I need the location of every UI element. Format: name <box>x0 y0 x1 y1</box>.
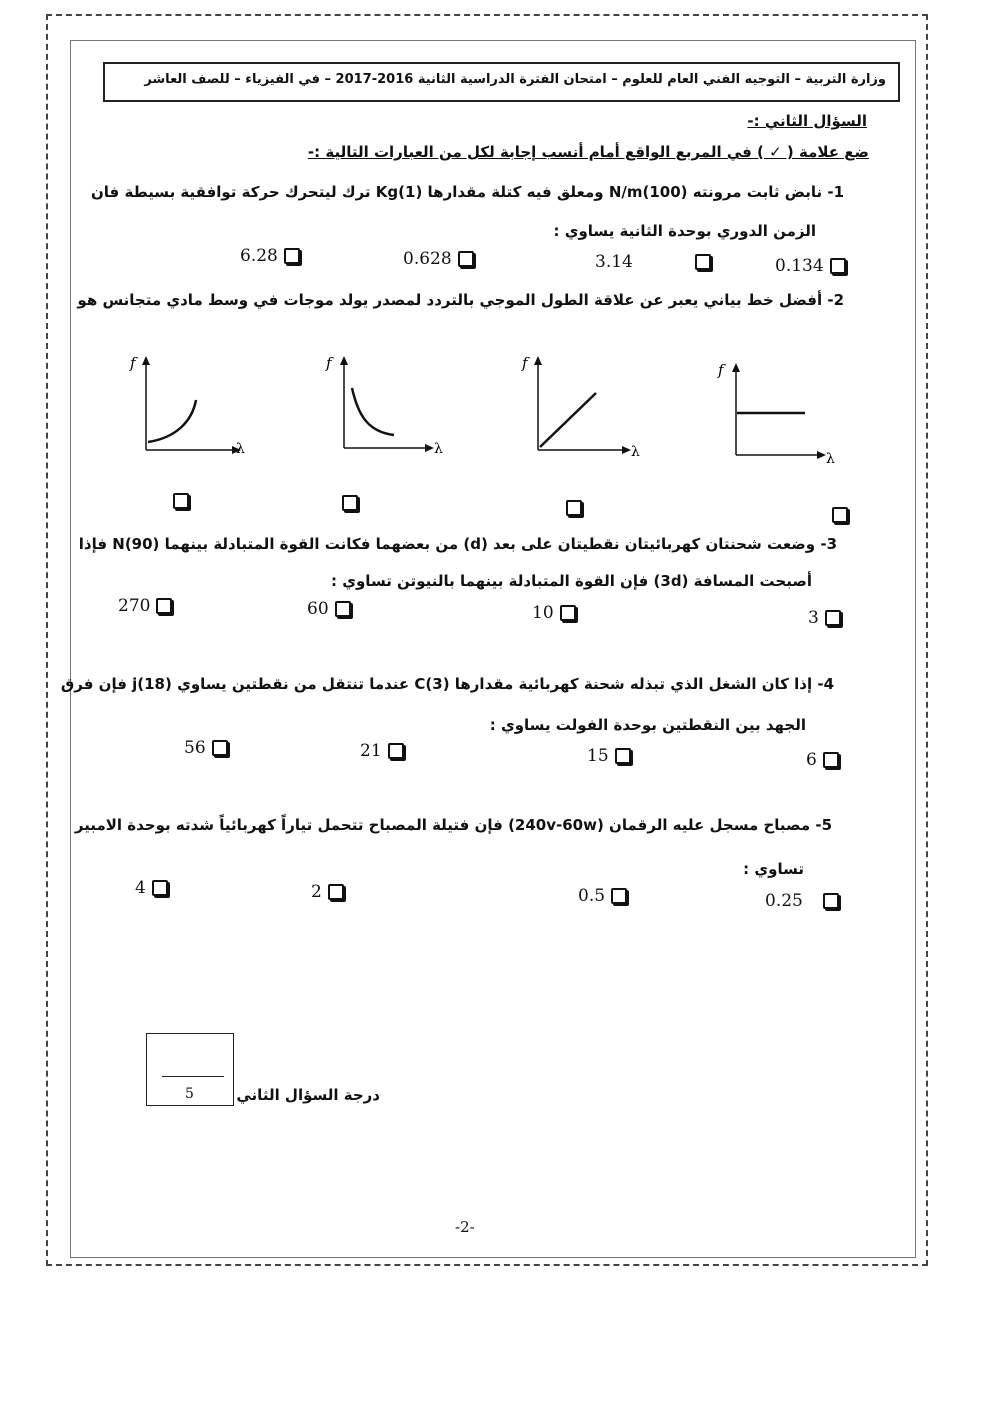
section-title: السؤال الثاني :- <box>747 112 867 130</box>
q1-option-b[interactable]: 0.628 <box>403 249 474 269</box>
q2-option-d-checkbox[interactable] <box>832 507 848 523</box>
q5-option-c[interactable]: 0.5 <box>578 886 627 906</box>
exam-header: وزارة التربية – التوجيه الفني العام للعلوم – امتحان الفترة الدراسية الثانية 2016-2017 – في الفيزياء – للصف العاشر <box>103 62 900 102</box>
checkbox[interactable] <box>328 884 344 900</box>
q2-option-a-checkbox[interactable] <box>173 493 189 509</box>
q1-option-a[interactable]: 6.28 <box>240 246 300 266</box>
checkbox[interactable] <box>830 258 846 274</box>
q5-option-b[interactable]: 2 <box>311 882 344 902</box>
checkbox[interactable] <box>335 601 351 617</box>
x-axis-label: λ <box>631 444 640 460</box>
grade-value: 5 <box>185 1086 194 1102</box>
question-5-text: 5- مصباح مسجل عليه الرقمان (240v-60w) فإن فتيلة المصباح تتحمل تياراً كهربائياً شدته بوحدة الامبير <box>74 816 832 834</box>
checkbox[interactable] <box>560 605 576 621</box>
question-4-text-line2: الجهد بين النقطتين بوحدة الفولت يساوي : <box>489 716 806 734</box>
q4-option-d[interactable]: 6 <box>806 750 839 770</box>
question-3-text: 3- وضعت شحنتان كهربائيتان نقطيتان على بعد (d) من بعضهما فكانت القوة المتبادلة بينهما N(90) فإذا <box>78 535 837 553</box>
question-3-text-line2: أصبحت المسافة (3d) فإن القوة المتبادلة بينهما بالنيوتن تساوي : <box>331 572 812 590</box>
graph-increasing-curve <box>120 350 250 465</box>
checkbox[interactable] <box>823 893 839 909</box>
q4-option-c[interactable]: 15 <box>587 746 631 766</box>
instruction: ضع علامة ( ✓ ) في المربع الواقع أمام أنسب إجابة لكل من العبارات التالية :- <box>307 143 869 161</box>
q1-option-c[interactable]: 3.14 <box>595 252 711 272</box>
y-axis-label: f <box>326 354 332 372</box>
q2-option-c-checkbox[interactable] <box>566 500 582 516</box>
checkbox[interactable] <box>284 248 300 264</box>
x-axis-label: λ <box>826 451 835 467</box>
question-2-text: 2- أفضل خط بياني يعبر عن علاقة الطول الموجي بالتردد لمصدر يولد موجات في وسط مادي متجانس هو <box>77 291 844 309</box>
checkbox[interactable] <box>615 748 631 764</box>
q3-option-a[interactable]: 270 <box>118 596 172 616</box>
page-number: -2- <box>455 1218 475 1236</box>
graph-horizontal-line <box>710 355 845 470</box>
q4-option-b[interactable]: 21 <box>360 741 404 761</box>
q3-option-b[interactable]: 60 <box>307 599 351 619</box>
checkbox[interactable] <box>388 743 404 759</box>
q5-option-a[interactable]: 4 <box>135 878 168 898</box>
q2-option-b-checkbox[interactable] <box>342 495 358 511</box>
grade-divider <box>162 1076 224 1077</box>
checkbox[interactable] <box>611 888 627 904</box>
question-4-text: 4- إذا كان الشغل الذي تبذله شحنة كهربائية مقدارها C(3) عندما تنتقل من نقطتين يساوي j(18) فإن فرق <box>60 675 834 693</box>
question-5-text-line2: تساوي : <box>743 860 804 878</box>
grade-label: درجة السؤال الثاني <box>236 1086 380 1104</box>
checkbox[interactable] <box>825 610 841 626</box>
y-axis-label: f <box>130 354 136 372</box>
question-1-text: 1- نابض ثابت مرونته (100)N/m ومعلق فيه كتلة مقدارها (1)Kg ترك ليتحرك حركة توافقية بسيطة فان <box>91 183 844 201</box>
q4-option-a[interactable]: 56 <box>184 738 228 758</box>
x-axis-label: λ <box>434 441 443 457</box>
checkbox[interactable] <box>212 740 228 756</box>
question-1-text-line2: الزمن الدوري بوحدة الثانية يساوي : <box>553 222 816 240</box>
checkbox[interactable] <box>156 598 172 614</box>
graph-decreasing-curve <box>318 350 448 465</box>
x-axis-label: λ <box>236 441 245 457</box>
q5-option-d[interactable]: 0.25 <box>765 891 839 911</box>
graph-straight-line <box>512 350 647 465</box>
y-axis-label: f <box>718 361 724 379</box>
q3-option-c[interactable]: 10 <box>532 603 576 623</box>
q3-option-d[interactable]: 3 <box>808 608 841 628</box>
checkbox[interactable] <box>823 752 839 768</box>
y-axis-label: f <box>522 354 528 372</box>
checkbox[interactable] <box>695 254 711 270</box>
checkbox[interactable] <box>458 251 474 267</box>
checkbox[interactable] <box>152 880 168 896</box>
q1-option-d[interactable]: 0.134 <box>775 256 846 276</box>
